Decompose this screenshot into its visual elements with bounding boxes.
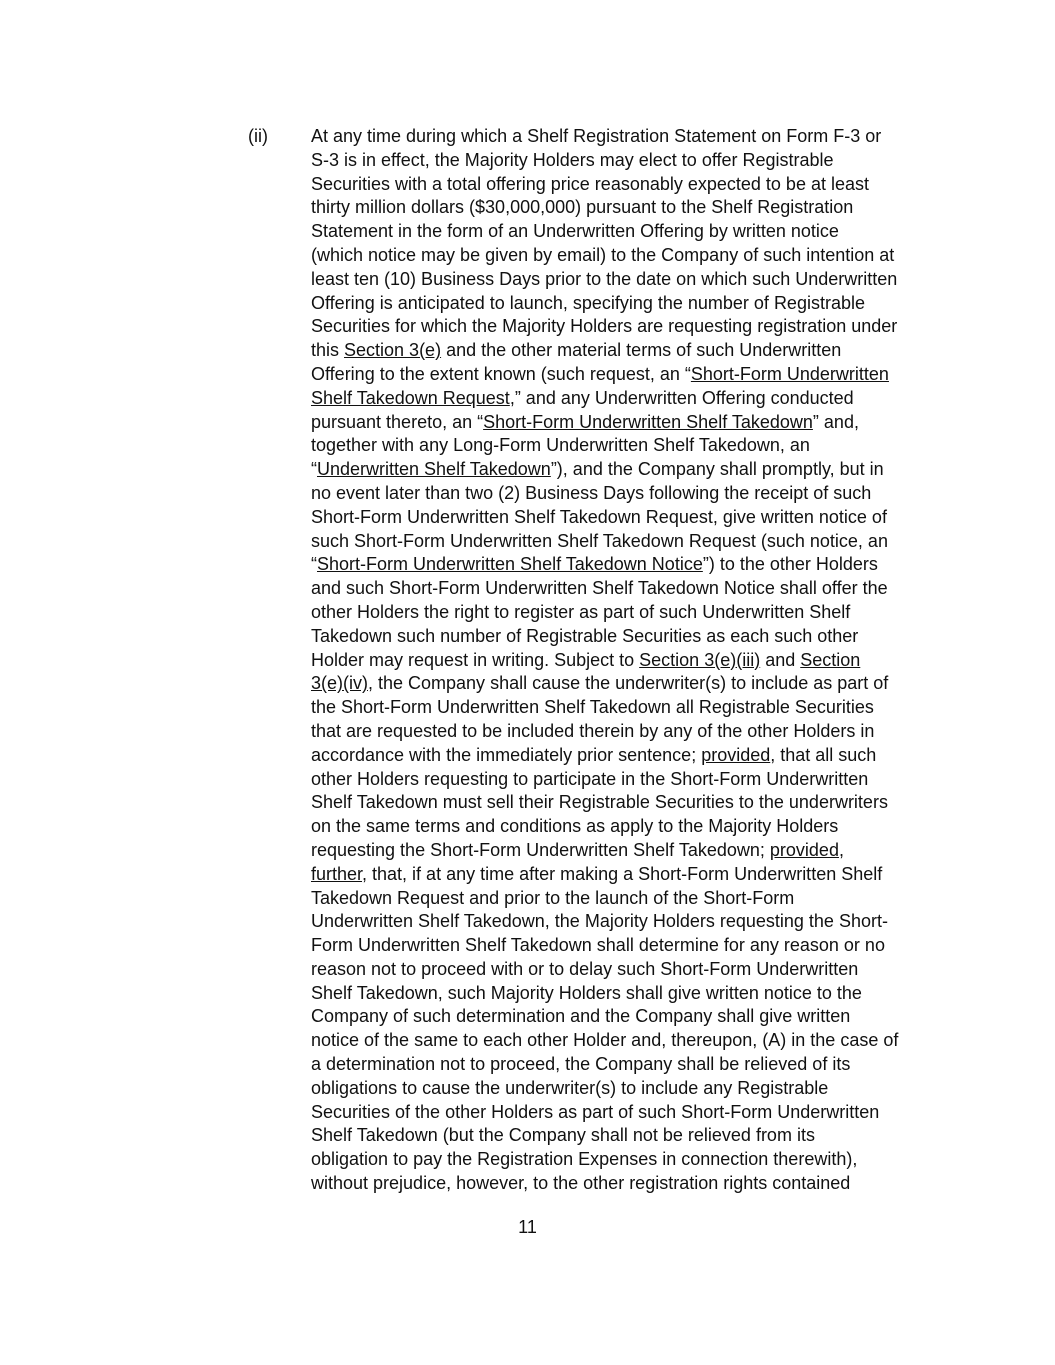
text-segment: together with any Long-Form Underwritten Shelf Takedown, an bbox=[311, 435, 810, 456]
text-segment: no event later than two (2) Business Days following the receipt of such bbox=[311, 482, 872, 503]
text-segment: , the Company shall cause the underwriter(s) to include as part of bbox=[368, 673, 889, 694]
text-segment: At any time during which a Shelf Registration Statement on Form F-3 or bbox=[311, 126, 882, 146]
text-line bbox=[311, 720, 936, 744]
text-segment: , that, if at any time after making a Short-Form Underwritten Shelf bbox=[362, 863, 883, 884]
text-line bbox=[311, 649, 936, 673]
text-line bbox=[311, 863, 936, 887]
paragraph-marker: (ii) bbox=[248, 126, 268, 146]
text-line bbox=[311, 220, 936, 244]
text-line bbox=[311, 1029, 936, 1053]
text-segment: , bbox=[838, 839, 844, 860]
text-segment: Holder may request in writing. Subject to bbox=[311, 649, 640, 670]
defined-term: further bbox=[311, 863, 363, 884]
text-segment: other Holders requesting to participate in the Short-Form Underwritten bbox=[311, 768, 869, 789]
text-line bbox=[311, 458, 936, 482]
text-line bbox=[311, 387, 936, 411]
text-segment: Securities for which the Majority Holders are requesting registration under bbox=[311, 316, 898, 337]
defined-term: Section bbox=[800, 649, 861, 670]
defined-term: provided bbox=[701, 744, 771, 765]
text-line bbox=[311, 1005, 936, 1029]
text-segment: Offering is anticipated to launch, specifying the number of Registrable bbox=[311, 292, 865, 313]
text-segment: Shelf Takedown, such Majority Holders shall give written notice to the bbox=[311, 982, 862, 1003]
text-segment: this bbox=[311, 340, 345, 361]
text-segment: obligation to pay the Registration Expenses in connection therewith), bbox=[311, 1149, 858, 1170]
text-segment: Underwritten Shelf Takedown, the Majority Holders requesting the Short- bbox=[311, 911, 888, 932]
text-line bbox=[311, 1124, 936, 1148]
text-segment: ,” and any Underwritten Offering conducted bbox=[509, 387, 854, 408]
text-line bbox=[311, 601, 936, 625]
text-line bbox=[311, 1053, 936, 1077]
defined-term: Short-Form Underwritten Shelf Takedown bbox=[483, 411, 813, 432]
text-line bbox=[311, 577, 936, 601]
text-line bbox=[311, 1101, 936, 1125]
text-segment: Statement in the form of an Underwritten Offering by written notice bbox=[311, 221, 839, 242]
text-line bbox=[311, 1148, 936, 1172]
text-line bbox=[311, 1172, 936, 1196]
text-line bbox=[311, 672, 936, 696]
text-line bbox=[311, 696, 936, 720]
text-line bbox=[311, 791, 936, 815]
text-line bbox=[311, 625, 936, 649]
text-segment: , that all such bbox=[770, 744, 877, 765]
text-line bbox=[311, 958, 936, 982]
text-line bbox=[311, 1077, 936, 1101]
text-segment: on the same terms and conditions as apply to the Majority Holders bbox=[311, 816, 839, 837]
paragraph-body bbox=[311, 125, 936, 1196]
text-line bbox=[311, 411, 936, 435]
defined-term: Short-Form Underwritten bbox=[690, 363, 889, 384]
text-line bbox=[311, 173, 936, 197]
text-segment: and bbox=[760, 649, 801, 670]
text-line bbox=[311, 434, 936, 458]
text-line bbox=[311, 315, 936, 339]
text-segment: least ten (10) Business Days prior to the date on which such Underwritten bbox=[311, 268, 898, 289]
text-segment: thirty million dollars ($30,000,000) pursuant to the Shelf Registration bbox=[311, 197, 854, 218]
text-line bbox=[311, 125, 936, 149]
text-segment: a determination not to proceed, the Company shall be relieved of its bbox=[311, 1054, 851, 1075]
text-segment: notice of the same to each other Holder and, thereupon, (A) in the case of bbox=[311, 1030, 899, 1051]
text-line bbox=[311, 839, 936, 863]
text-segment: that are requested to be included therein by any of the other Holders in bbox=[311, 720, 875, 741]
text-line bbox=[311, 553, 936, 577]
text-segment: Shelf Takedown (but the Company shall not be relieved from its bbox=[311, 1125, 815, 1146]
text-segment: Offering to the extent known (such request, an “ bbox=[311, 363, 691, 384]
text-segment: Takedown Request and prior to the launch of the Short-Form bbox=[311, 887, 795, 908]
defined-term: Section 3(e)(iii) bbox=[639, 649, 761, 670]
text-segment: Short-Form Underwritten Shelf Takedown Request, give written notice of bbox=[311, 506, 887, 527]
text-line bbox=[311, 244, 936, 268]
text-line bbox=[311, 339, 936, 363]
text-segment: S-3 is in effect, the Majority Holders may elect to offer Registrable bbox=[311, 149, 834, 170]
text-segment: Securities with a total offering price reasonably expected to be at least bbox=[311, 173, 869, 194]
text-segment: without prejudice, however, to the other registration rights contained bbox=[311, 1173, 851, 1194]
text-segment: obligations to cause the underwriter(s) to include any Registrable bbox=[311, 1077, 829, 1098]
text-segment: Securities of the other Holders as part of such Short-Form Underwritten bbox=[311, 1101, 880, 1122]
text-line bbox=[311, 530, 936, 554]
text-segment: ”) to the other Holders bbox=[702, 554, 878, 575]
text-segment: (which notice may be given by email) to the Company of such intention at bbox=[311, 244, 895, 265]
defined-term: provided bbox=[769, 839, 839, 860]
text-segment: other Holders the right to register as part of such Underwritten Shelf bbox=[311, 601, 851, 622]
text-segment: Takedown such number of Registrable Securities as each such other bbox=[311, 625, 859, 646]
text-line bbox=[311, 982, 936, 1006]
text-line bbox=[311, 292, 936, 316]
page-number: 11 bbox=[518, 1217, 537, 1237]
text-segment: the Short-Form Underwritten Shelf Takedown all Registrable Securities bbox=[311, 697, 874, 718]
text-segment: “ bbox=[311, 459, 317, 480]
text-line bbox=[311, 910, 936, 934]
text-line bbox=[311, 268, 936, 292]
text-segment: accordance with the immediately prior sentence; bbox=[311, 744, 702, 765]
text-segment: Form Underwritten Shelf Takedown shall determine for any reason or no bbox=[311, 935, 885, 956]
text-segment: Company of such determination and the Company shall give written bbox=[311, 1006, 851, 1027]
text-segment: “ bbox=[311, 554, 317, 575]
text-segment: and such Short-Form Underwritten Shelf Takedown Notice shall offer the bbox=[311, 578, 888, 599]
text-line bbox=[311, 149, 936, 173]
text-segment: ” and, bbox=[812, 411, 859, 432]
text-line bbox=[311, 482, 936, 506]
text-line bbox=[311, 363, 936, 387]
text-segment: pursuant thereto, an “ bbox=[311, 411, 484, 432]
text-line bbox=[311, 887, 936, 911]
text-segment: Shelf Takedown must sell their Registrable Securities to the underwriters bbox=[311, 792, 888, 813]
text-line bbox=[311, 744, 936, 768]
defined-term: Underwritten Shelf Takedown bbox=[317, 459, 551, 480]
text-segment: such Short-Form Underwritten Shelf Takedown Request (such notice, an bbox=[311, 530, 888, 551]
text-line bbox=[311, 506, 936, 530]
text-line bbox=[311, 768, 936, 792]
text-segment: and the other material terms of such Underwritten bbox=[441, 340, 842, 361]
text-segment: reason not to proceed with or to delay such Short-Form Underwritten bbox=[311, 958, 859, 979]
text-segment: ”), and the Company shall promptly, but in bbox=[550, 459, 884, 480]
defined-term: Short-Form Underwritten Shelf Takedown Notice bbox=[317, 554, 703, 575]
text-line bbox=[311, 934, 936, 958]
text-segment: requesting the Short-Form Underwritten Shelf Takedown; bbox=[311, 839, 770, 860]
defined-term: 3(e)(iv) bbox=[311, 673, 368, 694]
defined-term: Shelf Takedown Request bbox=[311, 387, 510, 408]
text-line bbox=[311, 196, 936, 220]
text-line bbox=[311, 815, 936, 839]
defined-term: Section 3(e) bbox=[344, 340, 442, 361]
